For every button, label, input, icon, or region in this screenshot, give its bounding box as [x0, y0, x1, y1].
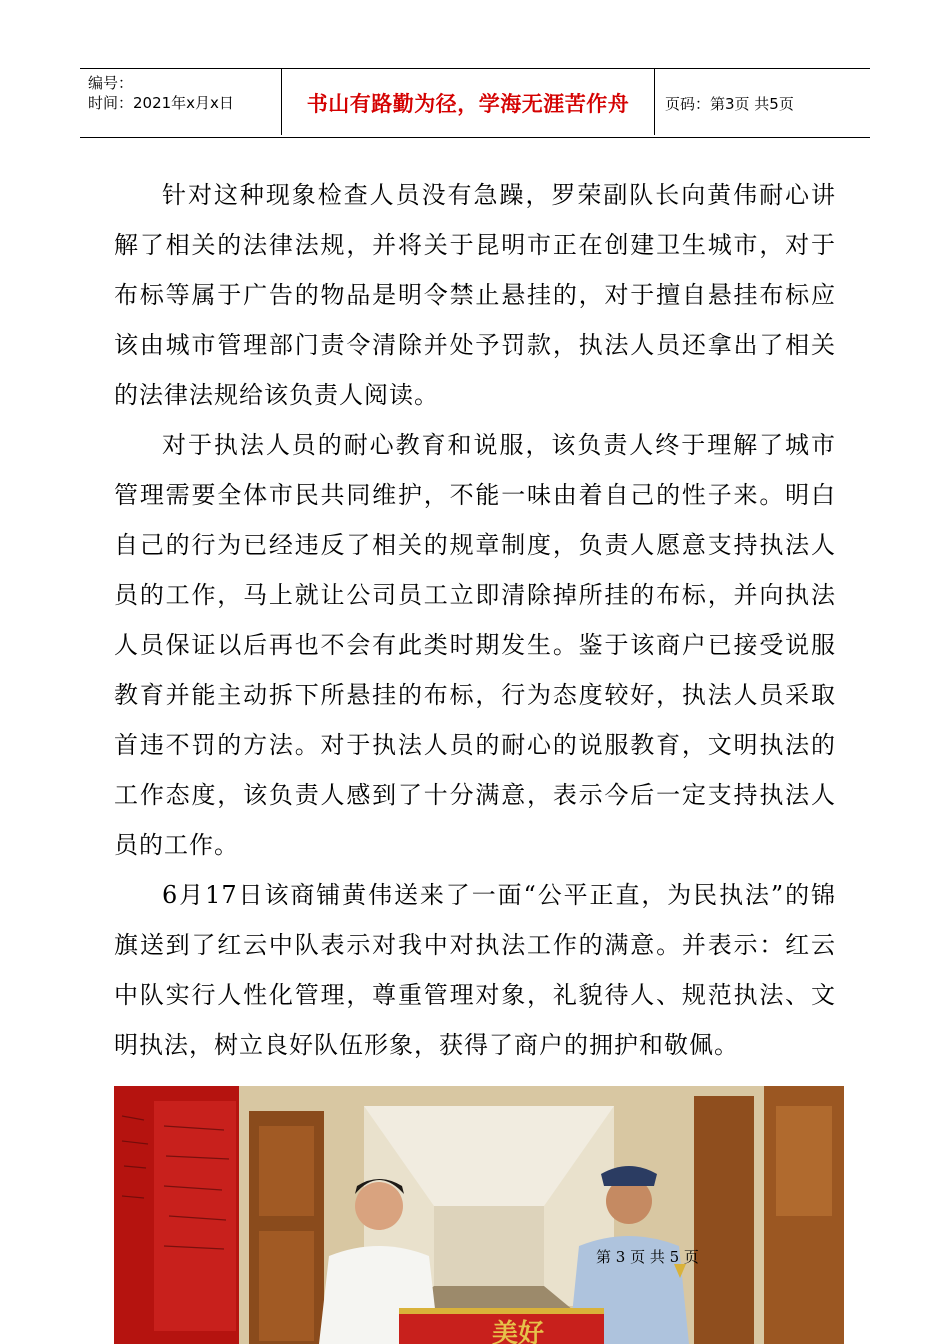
body-paragraph: 针对这种现象检查人员没有急躁，罗荣副队长向黄伟耐心讲解了相关的法律法规，并将关于昆明市正在创建卫生城市，对于布标等属于广告的物品是明令禁止悬挂的，对于擅自悬挂布标应该由城市管理部门责令清除并处予罚款，执法人员还拿出了相关的法律法规给该负责人阅读。 — [114, 181, 836, 409]
document-time-label: 时间：2021年x月x日 — [88, 94, 234, 112]
header-page-label: 页码：第3页 共5页 — [665, 94, 794, 113]
event-photo — [114, 1086, 844, 1344]
body-paragraph: 6月17日该商铺黄伟送来了一面“公平正直，为民执法”的锦旗送到了红云中队表示对我中对执法工作的满意。并表示：红云中队实行人性化管理，尊重管理对象，礼貌待人、规范执法、文明执法，树立良好队伍形象，获得了商户的拥护和敬佩。 — [114, 881, 836, 1059]
page-overlay-label: 第 3 页 共 5 页 — [596, 1248, 699, 1266]
header-motto: 书山有路勤为径，学海无涯苦作舟 — [306, 92, 630, 116]
body-paragraph: 对于执法人员的耐心教育和说服，该负责人终于理解了城市管理需要全体市民共同维护，不能一味由着自己的性子来。明白自己的行为已经违反了相关的规章制度，负责人愿意支持执法人员的工作，马上就让公司员工立即清除掉所挂的布标，并向执法人员保证以后再也不会有此类时期发生。鉴于该商户已接受说服教育并能主动拆下所悬挂的布标，行为态度较好，执法人员采取首违不罚的方法。对于执法人员的耐心的说服教育，文明执法的工作态度，该负责人感到了十分满意，表示今后一定支持执法人员的工作。 — [114, 431, 836, 859]
header-meta — [88, 73, 284, 113]
document-number-label: 编号： — [88, 74, 134, 92]
document-body — [114, 170, 836, 1070]
photo-illustration — [114, 1086, 844, 1344]
page-header — [80, 68, 870, 138]
banner-text: 美好 — [492, 1319, 545, 1344]
header-divider — [654, 69, 655, 135]
